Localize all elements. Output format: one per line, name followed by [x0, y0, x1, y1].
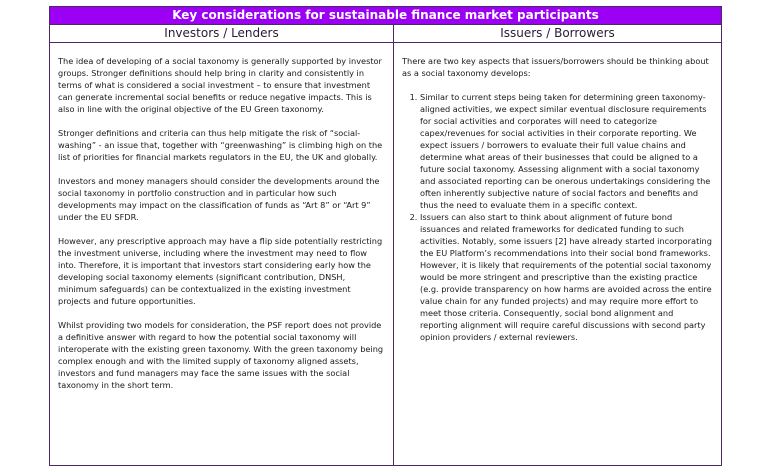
investors-paragraph: Whilst providing two models for consideration, the PSF report does not provide a definitive answer with regard to how the potential social taxonomy will interoperate with the existing green taxonomy. With the green taxonomy being complex enough and with the limited supply of taxonomy aligned assets, investors and fund managers may face the same issues with the social taxonomy in the short term.: [58, 320, 384, 390]
issuers-cell: [394, 43, 721, 466]
table-body: [50, 43, 721, 466]
issuers-list: [402, 91, 713, 343]
investors-paragraph: The idea of developing of a social taxonomy is generally supported by investor groups. Stronger definitions should help bring in clarity and consistently in terms of what is considered a social investment – to ensure that investment can generate incremental social benefits or reduce negative impacts. This is also in line with the original objective of the EU Green taxonomy.: [58, 56, 382, 114]
issuers-list-item: 2. Issuers can also start to think about alignment of future bond issuances and related frameworks for dedicated funding to such activities. Notably, some issuers [2] have already started incorporating the EU Platform’s recommendations into their social bond frameworks. However, it is likely that requirements of the potential social taxonomy would be more stringent and prescriptive than the existing practice (e.g. provide transparency on how harms are avoided across the entire value chain for any funded projects) and may require more effort to meet those criteria. Consequently, social bond alignment and reporting alignment will require careful discussions with second party opinion providers / external reviewers.: [420, 211, 713, 343]
issuers-list-item: 1. Similar to current steps being taken for determining green taxonomy-aligned activities, we expect similar eventual disclosure requirements for social activities and corporates will need to categorize capex/revenues for social activities in their corporate reporting. We expect issuers / borrowers to evaluate their full value chains and determine what areas of their businesses that could be aligned to a future social taxonomy. Assessing alignment with a social taxonomy and associated reporting can be onerous undertakings considering the often inherently subjective nature of social factors and benefits and thus the need to evaluate them in a specific context.: [420, 91, 713, 211]
issuers-intro: There are two key aspects that issuers/borrowers should be thinking about as a social taxonomy develops:: [402, 56, 709, 78]
investors-paragraph: Investors and money managers should consider the developments around the social taxonomy in portfolio construction and in particular how such developments may impact on the classification of funds as “Art 8” or “Art 9” under the EU SFDR.: [58, 176, 380, 222]
investors-paragraph: However, any prescriptive approach may have a flip side potentially restricting the investment universe, including where the investment may need to flow into. Therefore, it is important that investors start considering early how the developing social taxonomy elements (significant contribution, DNSH, minimum safeguards) can be contextualized in the existing investment projects and future opportunities.: [58, 236, 383, 306]
investors-paragraph: Stronger definitions and criteria can thus help mitigate the risk of “social-washing” - an issue that, together with “greenwashing” is climbing high on the list of priorities for financial markets regulators in the EU, the UK and globally.: [58, 128, 383, 162]
considerations-table: [49, 6, 722, 466]
column-header-investors: Investors / Lenders: [50, 25, 394, 42]
column-header-issuers: Issuers / Borrowers: [500, 26, 615, 40]
table-title: Key considerations for sustainable finance market participants: [50, 7, 721, 25]
investors-cell: [50, 43, 394, 466]
column-headers: [50, 25, 721, 43]
